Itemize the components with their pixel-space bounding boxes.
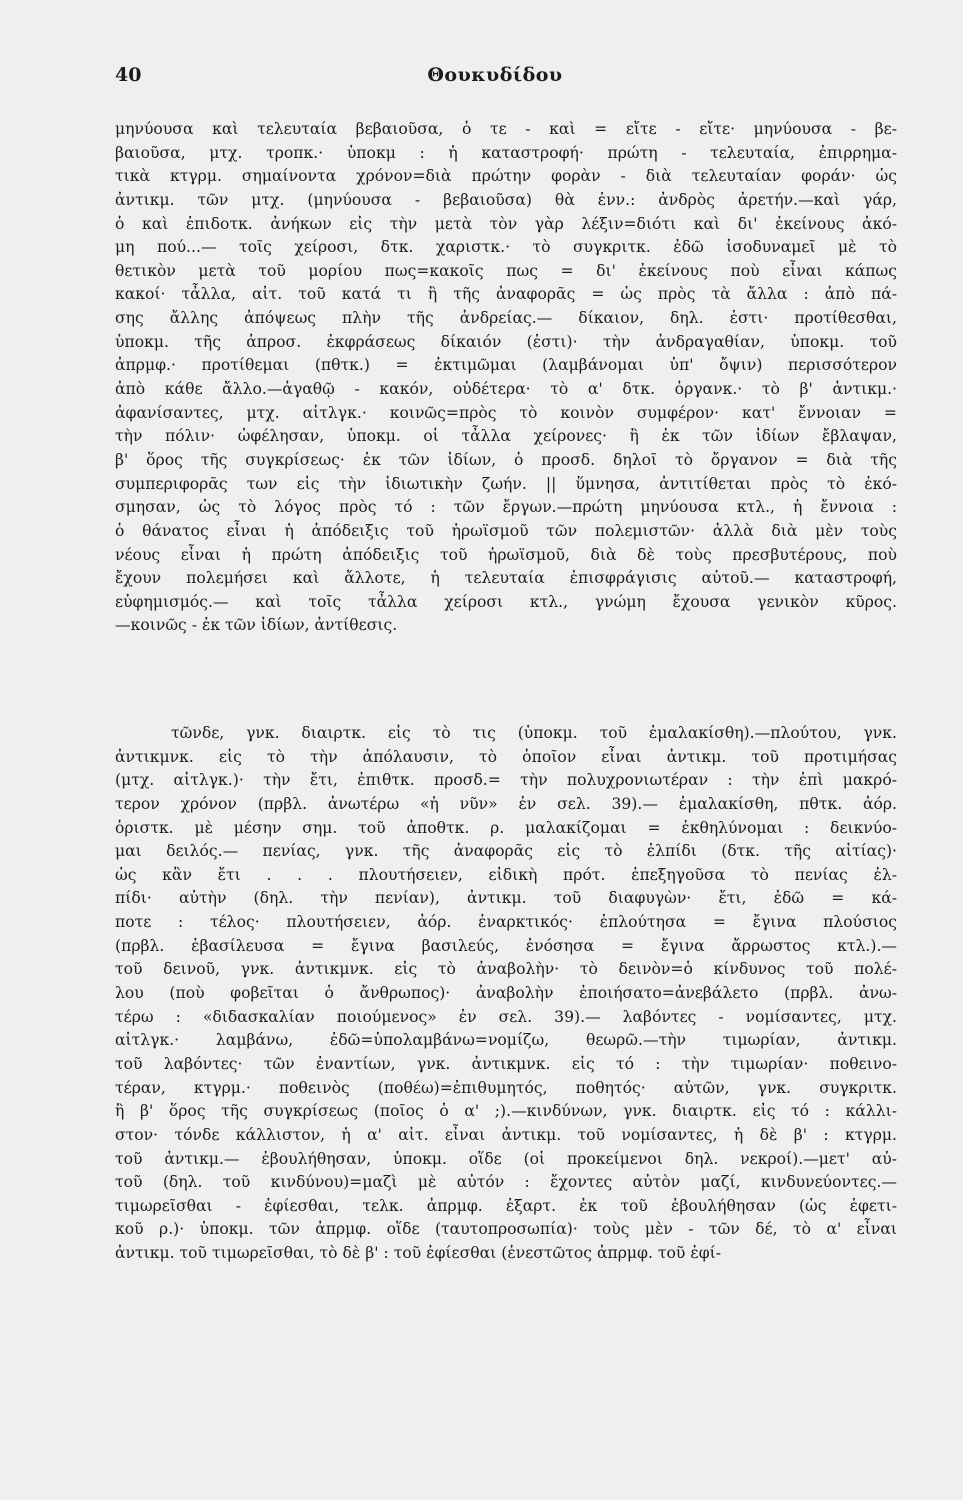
text-line: βαιοῦσα, μτχ. τροπκ.· ὑποκμ : ἡ καταστροφή· πρώτη - τελευταία, ἐπιρρημα-: [115, 143, 897, 162]
text-line: τέραν, κτγρμ.· ποθεινὸς (ποθέω)=ἐπιθυμητός, ποθητός· αὐτῶν, γνκ. συγκριτκ.: [115, 1078, 897, 1097]
text-line: στον· τόνδε κάλλιστον, ἡ α' αἰτ. εἶναι ἀντικμ. τοῦ νομίσαντες, ἡ δὲ β' : κτγρμ.: [115, 1125, 897, 1144]
text-line: τοῦ (δηλ. τοῦ κινδύνου)=μαζὶ μὲ αὐτόν : ἔχοντες αὐτὸν μαζί, κινδυνεύοντες.—: [115, 1173, 897, 1192]
text-line: νέους εἶναι ἡ πρώτη ἀπόδειξις τοῦ ἡρωϊσμοῦ, διὰ δὲ τοὺς πρεσβυτέρους, ποὺ: [115, 545, 897, 564]
text-line: τὴν πόλιν· ὠφέλησαν, ὑποκμ. οἱ τἆλλα χείρονες· ἢ ἐκ τῶν ἰδίων ἔβλαψαν,: [115, 427, 897, 446]
text-line: ἢ β' ὅρος τῆς συγκρίσεως (ποῖος ὁ α' ;).—κινδύνων, γνκ. διαιρτκ. εἰς τό : κάλλι-: [115, 1102, 897, 1121]
commentary-paragraph-2: [115, 722, 897, 1266]
text-line: β' ὅρος τῆς συγκρίσεως· ἐκ τῶν ἰδίων, ὁ προσδ. δηλοῖ τὸ ὄργανον = διὰ τῆς: [115, 450, 897, 469]
text-line: (μτχ. αἰτλγκ.)· τὴν ἔτι, ἐπιθτκ. προσδ.= τὴν πολυχρονιωτέραν : τὴν ἐπὶ μακρό-: [115, 771, 897, 790]
text-line: τῶνδε, γνκ. διαιρτκ. εἰς τὸ τις (ὑποκμ. τοῦ ἐμαλακίσθη).—πλούτου, γνκ.: [171, 724, 897, 742]
text-line: πίδι· αὐτὴν (δηλ. τὴν πενίαν), ἀντικμ. τοῦ διαφυγὼν· ἔτι, ἐδῶ = κά-: [115, 889, 897, 908]
text-line: σμησαν, ὡς τὸ λόγος πρὸς τό : τῶν ἔργων.—πρώτη μηνύουσα κτλ., ἡ ἔννοια :: [115, 498, 897, 517]
text-line: ἀφανίσαντες, μτχ. αἰτλγκ.· κοινῶς=πρὸς τὸ κοινὸν συμφέρον· κατ' ἔννοιαν =: [115, 403, 897, 422]
page-number: 40: [115, 64, 142, 86]
text-line: τοῦ ἀντικμ.— ἐβουλήθησαν, ὑποκμ. οἵδε (οἱ προκείμενοι δηλ. νεκροί).—μετ' αὐ-: [115, 1149, 897, 1168]
text-line: τέρω : «διδασκαλίαν ποιούμενος» ἐν σελ. 39).— λαβόντες - νομίσαντες, μτχ.: [115, 1007, 897, 1026]
text-line: κοῦ ρ.)· ὑποκμ. τῶν ἀπρμφ. οἵδε (ταυτοπροσωπία)· τοὺς μὲν - τῶν δέ, τὸ α' εἶναι: [115, 1220, 897, 1239]
text-line: ποτε : τέλος· πλουτήσειεν, ἀόρ. ἐναρκτικός· ἐπλούτησα = ἔγινα πλούσιος: [115, 913, 897, 932]
text-line: τοῦ δεινοῦ, γνκ. ἀντικμνκ. εἰς τὸ ἀναβολὴν· τὸ δεινὸν=ὁ κίνδυνος τοῦ πολέ-: [115, 960, 897, 979]
text-line: ὡς κἂν ἔτι . . . πλουτήσειεν, εἰδικὴ πρότ. ἐπεξηγοῦσα τὸ πενίας ἐλ-: [115, 865, 897, 884]
text-line: ἔχουν πολεμήσει καὶ ἄλλοτε, ἡ τελευταία ἐπισφράγισις αὐτοῦ.— καταστροφή,: [115, 569, 897, 588]
text-line: κακοί· τἆλλα, αἰτ. τοῦ κατά τι ἢ τῆς ἀναφορᾶς = ὡς πρὸς τὰ ἄλλα : ἀπὸ πά-: [115, 285, 897, 304]
text-line: θετικὸν μετὰ τοῦ μορίου πως=κακοῖς πως = δι' ἐκείνους ποὺ εἶναι κάπως: [115, 261, 897, 280]
text-line: ὑποκμ. τῆς ἀπροσ. ἐκφράσεως δίκαιόν (ἐστι)· τὴν ἀνδραγαθίαν, ὑποκμ. τοῦ: [115, 332, 897, 351]
text-line: εὐφημισμός.— καὶ τοῖς τἆλλα χείροσι κτλ., γνώμη ἔχουσα γενικὸν κῦρος.: [115, 592, 897, 611]
text-line: σης ἄλλης ἀπόψεως πλὴν τῆς ἀνδρείας.— δίκαιον, δηλ. ἐστι· προτίθεσθαι,: [115, 309, 897, 328]
text-line: (πρβλ. ἐβασίλευσα = ἔγινα βασιλεύς, ἐνόσησα = ἔγινα ἄρρωστος κτλ.).—: [115, 936, 897, 955]
text-line: τιμωρεῖσθαι - ἐφίεσθαι, τελκ. ἀπρμφ. ἐξαρτ. ἐκ τοῦ ἐβουλήθησαν (ὡς ἐφετι-: [115, 1196, 897, 1215]
text-line: συμπεριφορᾶς των εἰς τὴν ἰδιωτικὴν ζωήν. || ὕμνησα, ἀντιτίθεται πρὸς τὸ ἐκό-: [115, 474, 897, 493]
text-line: ἀπρμφ.· προτίθεμαι (πθτκ.) = ἐκτιμῶμαι (λαμβάνομαι ὑπ' ὄψιν) περισσότερον: [115, 356, 897, 375]
text-line: μη πού...— τοῖς χείροσι, δτκ. χαριστκ.· τὸ συγκριτκ. ἐδῶ ἰσοδυναμεῖ μὲ τὸ: [115, 238, 897, 257]
text-line: μηνύουσα καὶ τελευταία βεβαιοῦσα, ὁ τε - καὶ = εἴτε - εἴτε· μηνύουσα - βε-: [115, 120, 897, 138]
text-line: ἀντικμ. τοῦ τιμωρεῖσθαι, τὸ δὲ β' : τοῦ ἐφίεσθαι (ἐνεστῶτος ἀπρμφ. τοῦ ἐφί-: [115, 1244, 721, 1263]
text-line: ὁ θάνατος εἶναι ἡ ἀπόδειξις τοῦ ἡρωϊσμοῦ τῶν πολεμιστῶν· ἀλλὰ διὰ μὲν τοὺς: [115, 521, 897, 540]
text-line: τερον χρόνον (πρβλ. ἀνωτέρω «ἡ νῦν» ἐν σελ. 39).— ἐμαλακίσθη, πθτκ. ἀόρ.: [115, 794, 897, 813]
text-line: ἀπὸ κάθε ἄλλο.—ἀγαθῷ - κακόν, οὐδέτερα· τὸ α' δτκ. ὀργανκ.· τὸ β' ἀντικμ.·: [115, 380, 897, 399]
commentary-paragraph-1: [115, 118, 897, 638]
page-header: [115, 64, 875, 94]
text-line: ὁ καὶ ἐπιδοτκ. ἀνήκων εἰς τὴν μετὰ τὸν γὰρ λέξιν=διότι καὶ δι' ἐκείνους ἀκό-: [115, 214, 897, 233]
text-line: ὁριστκ. μὲ μέσην σημ. τοῦ ἀποθτκ. ρ. μαλακίζομαι = ἐκθηλύνομαι : δεικνύο-: [115, 818, 897, 837]
text-line: αἰτλγκ.· λαμβάνω, ἐδῶ=ὑπολαμβάνω=νομίζω, θεωρῶ.—τὴν τιμωρίαν, ἀντικμ.: [115, 1031, 897, 1050]
text-line: ἀντικμνκ. εἰς τὸ τὴν ἀπόλαυσιν, τὸ ὁποῖον εἶναι ἀντικμ. τοῦ προτιμήσας: [115, 747, 897, 766]
running-title: Θουκυδίδου: [427, 64, 563, 86]
text-line: τοῦ λαβόντες· τῶν ἐναντίων, γνκ. ἀντικμνκ. εἰς τό : τὴν τιμωρίαν· ποθεινο-: [115, 1054, 897, 1073]
text-line: τικὰ κτγρμ. σημαίνοντα χρόνον=διὰ πρώτην φορὰν - διὰ τελευταίαν φοράν· ὡς: [115, 167, 897, 186]
text-line: —κοινῶς - ἐκ τῶν ἰδίων, ἀντίθεσις.: [115, 616, 398, 635]
text-line: μαι δειλός.— πενίας, γνκ. τῆς ἀναφορᾶς εἰς τὸ ἐλπίδι (δτκ. τῆς αἰτίας)·: [115, 842, 897, 861]
text-line: ἀντικμ. τῶν μτχ. (μηνύουσα - βεβαιοῦσα) θὰ ἐνν.: ἀνδρὸς ἀρετήν.—καὶ γάρ,: [115, 190, 897, 209]
text-line: λου (ποὺ φοβεῖται ὁ ἄνθρωπος)· ἀναβολὴν ἐποιήσατο=ἀνεβάλετο (πρβλ. ἀνω-: [115, 984, 897, 1003]
